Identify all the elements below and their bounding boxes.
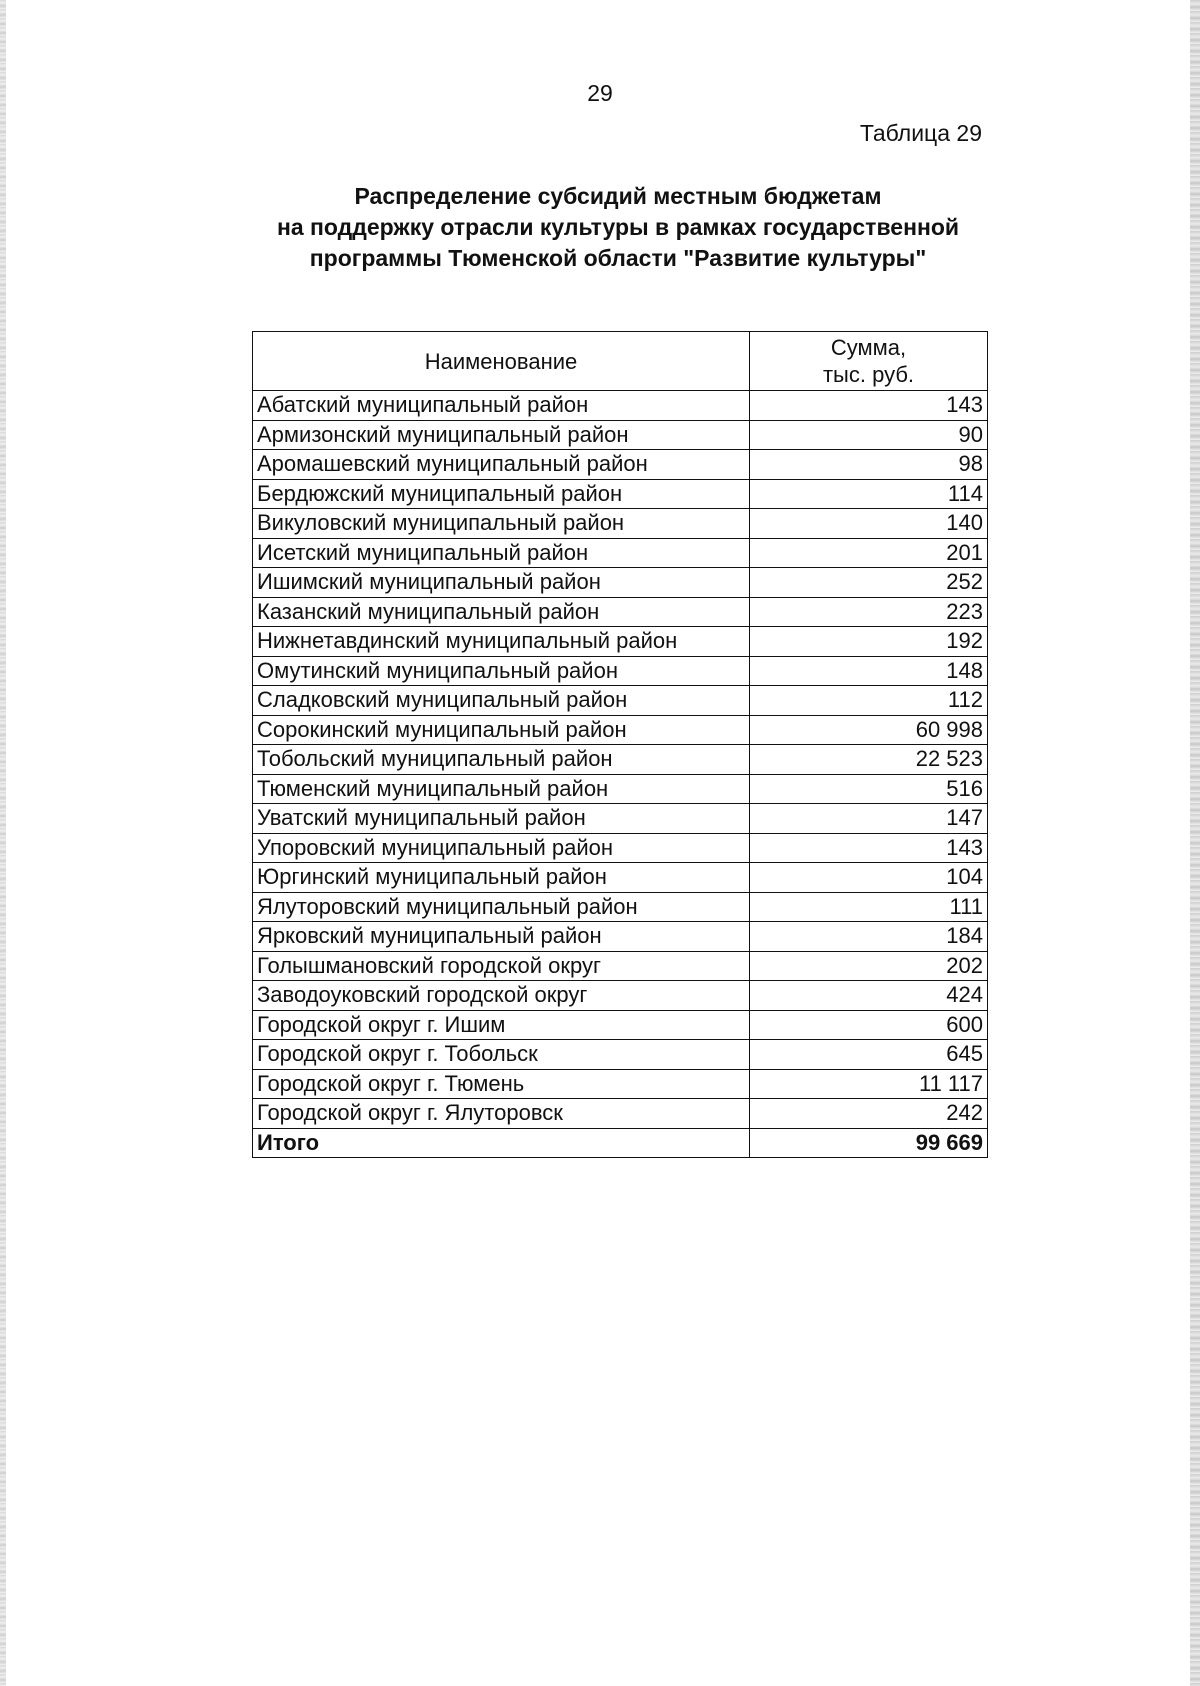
row-sum-cell: 104 xyxy=(750,863,988,893)
total-label: Итого xyxy=(253,1128,750,1158)
table-caption: Таблица 29 xyxy=(859,120,982,146)
table-row xyxy=(253,686,988,716)
row-name-cell: Заводоуковский городской округ xyxy=(253,981,750,1011)
row-name-cell: Тюменский муниципальный район xyxy=(253,774,750,804)
row-name-cell: Городской округ г. Тюмень xyxy=(253,1069,750,1099)
table-row xyxy=(253,479,988,509)
table-row xyxy=(253,922,988,952)
title-line: на поддержку отрасли культуры в рамках государственной xyxy=(276,214,960,240)
row-name-cell: Тобольский муниципальный район xyxy=(253,745,750,775)
row-sum-cell: 184 xyxy=(750,922,988,952)
row-name-cell: Ярковский муниципальный район xyxy=(253,922,750,952)
row-sum-cell: 114 xyxy=(750,479,988,509)
row-name-cell: Сорокинский муниципальный район xyxy=(253,715,750,745)
page-number: 29 xyxy=(587,80,613,106)
row-sum-cell: 98 xyxy=(750,450,988,480)
row-name-cell: Викуловский муниципальный район xyxy=(253,509,750,539)
row-name-cell: Казанский муниципальный район xyxy=(253,597,750,627)
row-sum-cell: 148 xyxy=(750,656,988,686)
row-name-cell: Исетский муниципальный район xyxy=(253,538,750,568)
row-sum-cell: 143 xyxy=(750,391,988,421)
table-body xyxy=(253,391,988,1129)
table-row xyxy=(253,863,988,893)
row-sum-cell: 600 xyxy=(750,1010,988,1040)
table-row xyxy=(253,951,988,981)
table-row xyxy=(253,833,988,863)
row-name-cell: Юргинский муниципальный район xyxy=(253,863,750,893)
table-row xyxy=(253,538,988,568)
table-row xyxy=(253,1069,988,1099)
row-sum-cell: 201 xyxy=(750,538,988,568)
row-name-cell: Городской округ г. Ишим xyxy=(253,1010,750,1040)
table-row xyxy=(253,1099,988,1129)
row-name-cell: Уватский муниципальный район xyxy=(253,804,750,834)
document-title xyxy=(0,181,1200,274)
table-row xyxy=(253,627,988,657)
table-row xyxy=(253,804,988,834)
title-line: Распределение субсидий местным бюджетам xyxy=(354,183,882,209)
row-name-cell: Омутинский муниципальный район xyxy=(253,656,750,686)
row-name-cell: Сладковский муниципальный район xyxy=(253,686,750,716)
column-header-name: Наименование xyxy=(253,332,750,391)
row-name-cell: Бердюжский муниципальный район xyxy=(253,479,750,509)
table-row xyxy=(253,774,988,804)
row-name-cell: Нижнетавдинский муниципальный район xyxy=(253,627,750,657)
table-row xyxy=(253,981,988,1011)
table-row xyxy=(253,568,988,598)
row-sum-cell: 147 xyxy=(750,804,988,834)
total-sum: 99 669 xyxy=(750,1128,988,1158)
table-row xyxy=(253,656,988,686)
row-name-cell: Городской округ г. Ялуторовск xyxy=(253,1099,750,1129)
row-name-cell: Голышмановский городской округ xyxy=(253,951,750,981)
row-sum-cell: 60 998 xyxy=(750,715,988,745)
row-sum-cell: 223 xyxy=(750,597,988,627)
table-row xyxy=(253,420,988,450)
row-name-cell: Армизонский муниципальный район xyxy=(253,420,750,450)
row-name-cell: Упоровский муниципальный район xyxy=(253,833,750,863)
row-name-cell: Ишимский муниципальный район xyxy=(253,568,750,598)
row-sum-cell: 202 xyxy=(750,951,988,981)
table-row xyxy=(253,597,988,627)
row-sum-cell: 143 xyxy=(750,833,988,863)
row-sum-cell: 516 xyxy=(750,774,988,804)
subsidies-table xyxy=(252,331,988,1158)
row-sum-cell: 192 xyxy=(750,627,988,657)
table-row xyxy=(253,1040,988,1070)
row-name-cell: Аромашевский муниципальный район xyxy=(253,450,750,480)
column-header-sum-line2: тыс. руб. xyxy=(822,362,915,387)
row-sum-cell: 22 523 xyxy=(750,745,988,775)
row-sum-cell: 112 xyxy=(750,686,988,716)
column-header-sum-line1: Сумма, xyxy=(830,335,907,360)
row-sum-cell: 424 xyxy=(750,981,988,1011)
row-name-cell: Городской округ г. Тобольск xyxy=(253,1040,750,1070)
row-sum-cell: 140 xyxy=(750,509,988,539)
row-sum-cell: 252 xyxy=(750,568,988,598)
table-row xyxy=(253,892,988,922)
row-sum-cell: 242 xyxy=(750,1099,988,1129)
row-sum-cell: 111 xyxy=(750,892,988,922)
row-sum-cell: 90 xyxy=(750,420,988,450)
title-line: программы Тюменской области "Развитие культуры" xyxy=(309,245,927,271)
table-row xyxy=(253,509,988,539)
table-row xyxy=(253,450,988,480)
row-name-cell: Ялуторовский муниципальный район xyxy=(253,892,750,922)
row-name-cell: Абатский муниципальный район xyxy=(253,391,750,421)
row-sum-cell: 645 xyxy=(750,1040,988,1070)
table-row xyxy=(253,715,988,745)
table-row xyxy=(253,745,988,775)
table-header-row xyxy=(253,332,988,391)
table-row xyxy=(253,391,988,421)
row-sum-cell: 11 117 xyxy=(750,1069,988,1099)
table-row xyxy=(253,1010,988,1040)
column-header-sum xyxy=(750,332,988,391)
total-row xyxy=(253,1128,988,1158)
